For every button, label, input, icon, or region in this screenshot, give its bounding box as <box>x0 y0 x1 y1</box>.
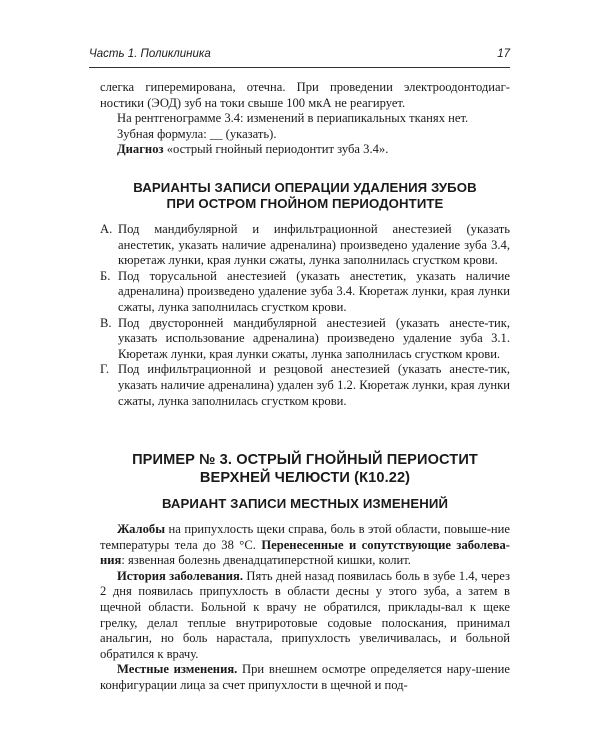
complaints-text: на припухлость щеки справа, боль в этой области, повыше-ние температуры тела до 38 °С. <box>100 522 510 552</box>
list-item-text: Под торусальной анестезией (указать анестетик, указать наличие адреналина) произведено удаление зуба 3.4. Кюретаж лунки, края лунки сжаты, лунка заполнилась сгустком крови. <box>118 268 510 314</box>
list-item-text: Под инфильтрационной и резцовой анестезией (указать анесте-тик, указать наличие адреналина) удален зуб 1.2. Кюретаж лунки, края лунки сжаты, лунка заполнилась сгустком крови. <box>118 362 510 408</box>
heading-line: ПРИ ОСТРОМ ГНОЙНОМ ПЕРИОДОНТИТЕ <box>166 196 444 211</box>
diseases-label: Перенесенные и сопутствующие заболева-ния <box>100 537 510 568</box>
diseases-text: : язвенная болезнь двенадцатиперстной кишки, колит. <box>121 553 411 568</box>
intro-line: ностики (ЭОД) зуб на токи свыше 100 мкА не реагирует. <box>100 95 406 110</box>
list-item-text: Под двусторонней мандибулярной анестезией (указать анесте-тик, указать использование адреналина) произведено удаление зуба 3.1. Кюретаж лунки, края лунки сжаты, лунка заполнилась сгустком крови. <box>118 315 510 361</box>
subheading: ВАРИАНТ ЗАПИСИ МЕСТНЫХ ИЗМЕНЕНИЙ <box>161 496 449 511</box>
heading-line: ВАРИАНТЫ ЗАПИСИ ОПЕРАЦИИ УДАЛЕНИЯ ЗУБОВ <box>133 180 477 195</box>
heading-line: ВЕРХНЕЙ ЧЕЛЮСТИ (К10.22) <box>199 469 411 486</box>
extraction-variants-list <box>100 222 510 409</box>
list-item <box>100 269 510 316</box>
section-heading <box>100 180 510 212</box>
history-text: Пять дней назад появилась боль в зубе 1.4, через 2 дня появилась припухлость в области десны у этого зуба, а затем в щечной области. Больной к врачу не обратился, приклады-вал к щеке грелку, делал теплые внутриротовые содовые полоскания, принимал анальгин, но боль нарастала, припухлость увеличивалась, и больной обратился к врачу. <box>100 568 510 661</box>
diagnosis-line <box>100 142 510 158</box>
intro-line: слегка гиперемирована, отечна. При проведении электроодонтодиаг- <box>100 80 510 94</box>
list-marker: Б. <box>100 268 111 283</box>
list-item <box>100 222 510 269</box>
list-marker: Г. <box>100 362 110 377</box>
local-changes-paragraph <box>100 662 510 693</box>
running-header <box>89 48 510 66</box>
section-title: Часть 1. Поликлиника <box>89 48 211 60</box>
heading-line: ПРИМЕР № 3. ОСТРЫЙ ГНОЙНЫЙ ПЕРИОСТИТ <box>132 452 478 468</box>
list-item <box>100 362 510 409</box>
example-heading <box>100 452 510 487</box>
formula-line: Зубная формула: __ (указать). <box>117 126 277 141</box>
diagnosis-label: Диагноз <box>117 142 164 157</box>
complaints-label: Жалобы <box>117 522 166 536</box>
local-changes-text: При внешнем осмотре определяется нару-шение конфигурации лица за счет припухлости в щечной и под- <box>100 662 510 692</box>
diagnosis-text: «острый гнойный периодонтит зуба 3.4». <box>163 142 389 157</box>
complaints-paragraph <box>100 522 510 569</box>
header-rule <box>89 67 510 68</box>
list-item-text: Под мандибулярной и инфильтрационной анестезией (указать анестетик, указать наличие адреналина) произведено удаление зуба 3.4, кюретаж лунки, края лунки сжаты, лунка заполнилась сгустком крови. <box>118 222 510 268</box>
xray-line: На рентгенограмме 3.4: изменений в периапикальных тканях нет. <box>117 111 469 126</box>
case-block <box>100 522 510 694</box>
history-paragraph <box>100 569 510 663</box>
list-item <box>100 316 510 363</box>
list-marker: В. <box>100 315 112 330</box>
history-label: История заболевания. <box>117 568 244 583</box>
page-number: 17 <box>497 48 510 60</box>
list-marker: А. <box>100 222 113 236</box>
intro-block <box>100 80 510 158</box>
local-changes-label: Местные изменения. <box>117 662 238 677</box>
